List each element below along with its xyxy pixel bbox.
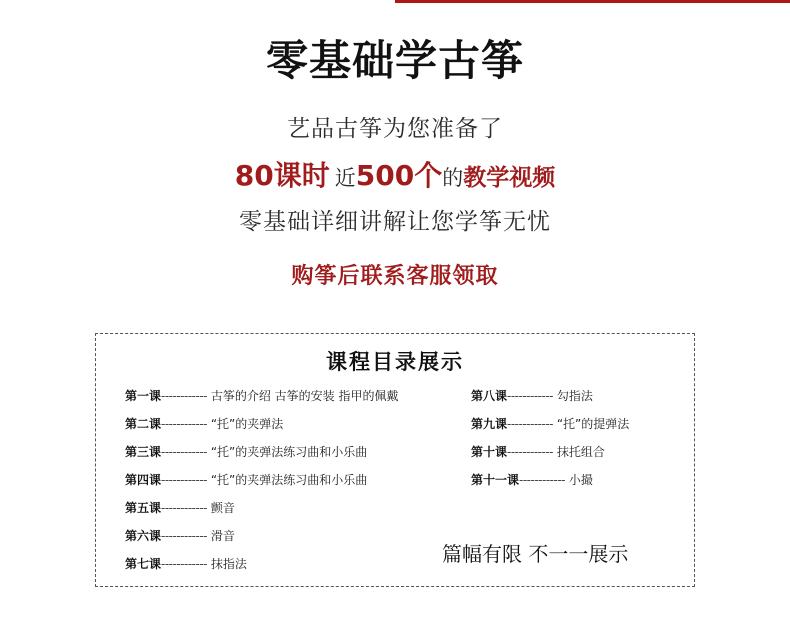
lesson-item [471, 470, 629, 498]
lesson-topic: 颤音 [210, 501, 235, 515]
lesson-list-right [471, 386, 629, 498]
lesson-item [471, 442, 629, 470]
lesson-number: 第七课 [125, 557, 162, 571]
page-title: 零基础学古筝 [265, 36, 524, 85]
highlight-line [0, 154, 790, 194]
leader-dashes: ------------ [519, 473, 565, 487]
lesson-item [471, 386, 629, 414]
highlight-count: 500个 [355, 159, 443, 192]
leader-dashes: ------------ [161, 473, 207, 487]
lesson-topic: 古筝的介绍 古筝的安装 指甲的佩戴 [210, 389, 399, 403]
lesson-number: 第九课 [471, 417, 508, 431]
lesson-item [125, 470, 398, 498]
leader-dashes: ------------ [161, 417, 207, 431]
lesson-item [471, 414, 629, 442]
tagline: 零基础详细讲解让您学筝无忧 [239, 209, 551, 235]
lesson-number: 第八课 [471, 389, 508, 403]
lesson-item [125, 386, 398, 414]
lesson-item [125, 442, 398, 470]
leader-dashes: ------------ [161, 501, 207, 515]
lesson-number: 第一课 [125, 389, 162, 403]
leader-dashes: ------------ [161, 529, 207, 543]
leader-dashes: ------------ [161, 445, 207, 459]
lesson-item [125, 526, 398, 554]
leader-dashes: ------------ [507, 417, 553, 431]
course-catalog-box [95, 333, 695, 587]
call-to-action: 购筝后联系客服领取 [291, 264, 499, 289]
highlight-near: 近 [334, 166, 356, 190]
lesson-number: 第四课 [125, 473, 162, 487]
highlight-of: 的 [442, 166, 464, 190]
lesson-number: 第十一课 [471, 473, 520, 487]
lesson-topic: 滑音 [210, 529, 235, 543]
lesson-number: 第三课 [125, 445, 162, 459]
highlight-hours: 80课时 [234, 159, 330, 192]
lesson-topic: 抹指法 [210, 557, 247, 571]
lesson-topic: 勾指法 [556, 389, 593, 403]
lesson-list-left [125, 386, 398, 582]
lesson-item [125, 554, 398, 582]
lesson-number: 第六课 [125, 529, 162, 543]
subtitle: 艺品古筝为您准备了 [287, 116, 503, 142]
lesson-number: 第五课 [125, 501, 162, 515]
lesson-topic: 抹托组合 [556, 445, 605, 459]
lesson-number: 第十课 [471, 445, 508, 459]
more-not-shown-note: 篇幅有限 不一一展示 [442, 542, 629, 566]
leader-dashes: ------------ [507, 389, 553, 403]
lesson-topic: “托”的夹弹法 [210, 417, 284, 431]
lesson-item [125, 498, 398, 526]
lesson-topic: 小撮 [568, 473, 593, 487]
top-accent-line [395, 0, 790, 3]
lesson-topic: “托”的夹弹法练习曲和小乐曲 [210, 445, 368, 459]
leader-dashes: ------------ [161, 389, 207, 403]
lesson-topic: “托”的夹弹法练习曲和小乐曲 [210, 473, 368, 487]
catalog-title: 课程目录展示 [326, 350, 464, 374]
highlight-videos: 教学视频 [463, 165, 556, 191]
lesson-number: 第二课 [125, 417, 162, 431]
lesson-item [125, 414, 398, 442]
leader-dashes: ------------ [507, 445, 553, 459]
lesson-topic: “托”的提弹法 [556, 417, 630, 431]
leader-dashes: ------------ [161, 557, 207, 571]
